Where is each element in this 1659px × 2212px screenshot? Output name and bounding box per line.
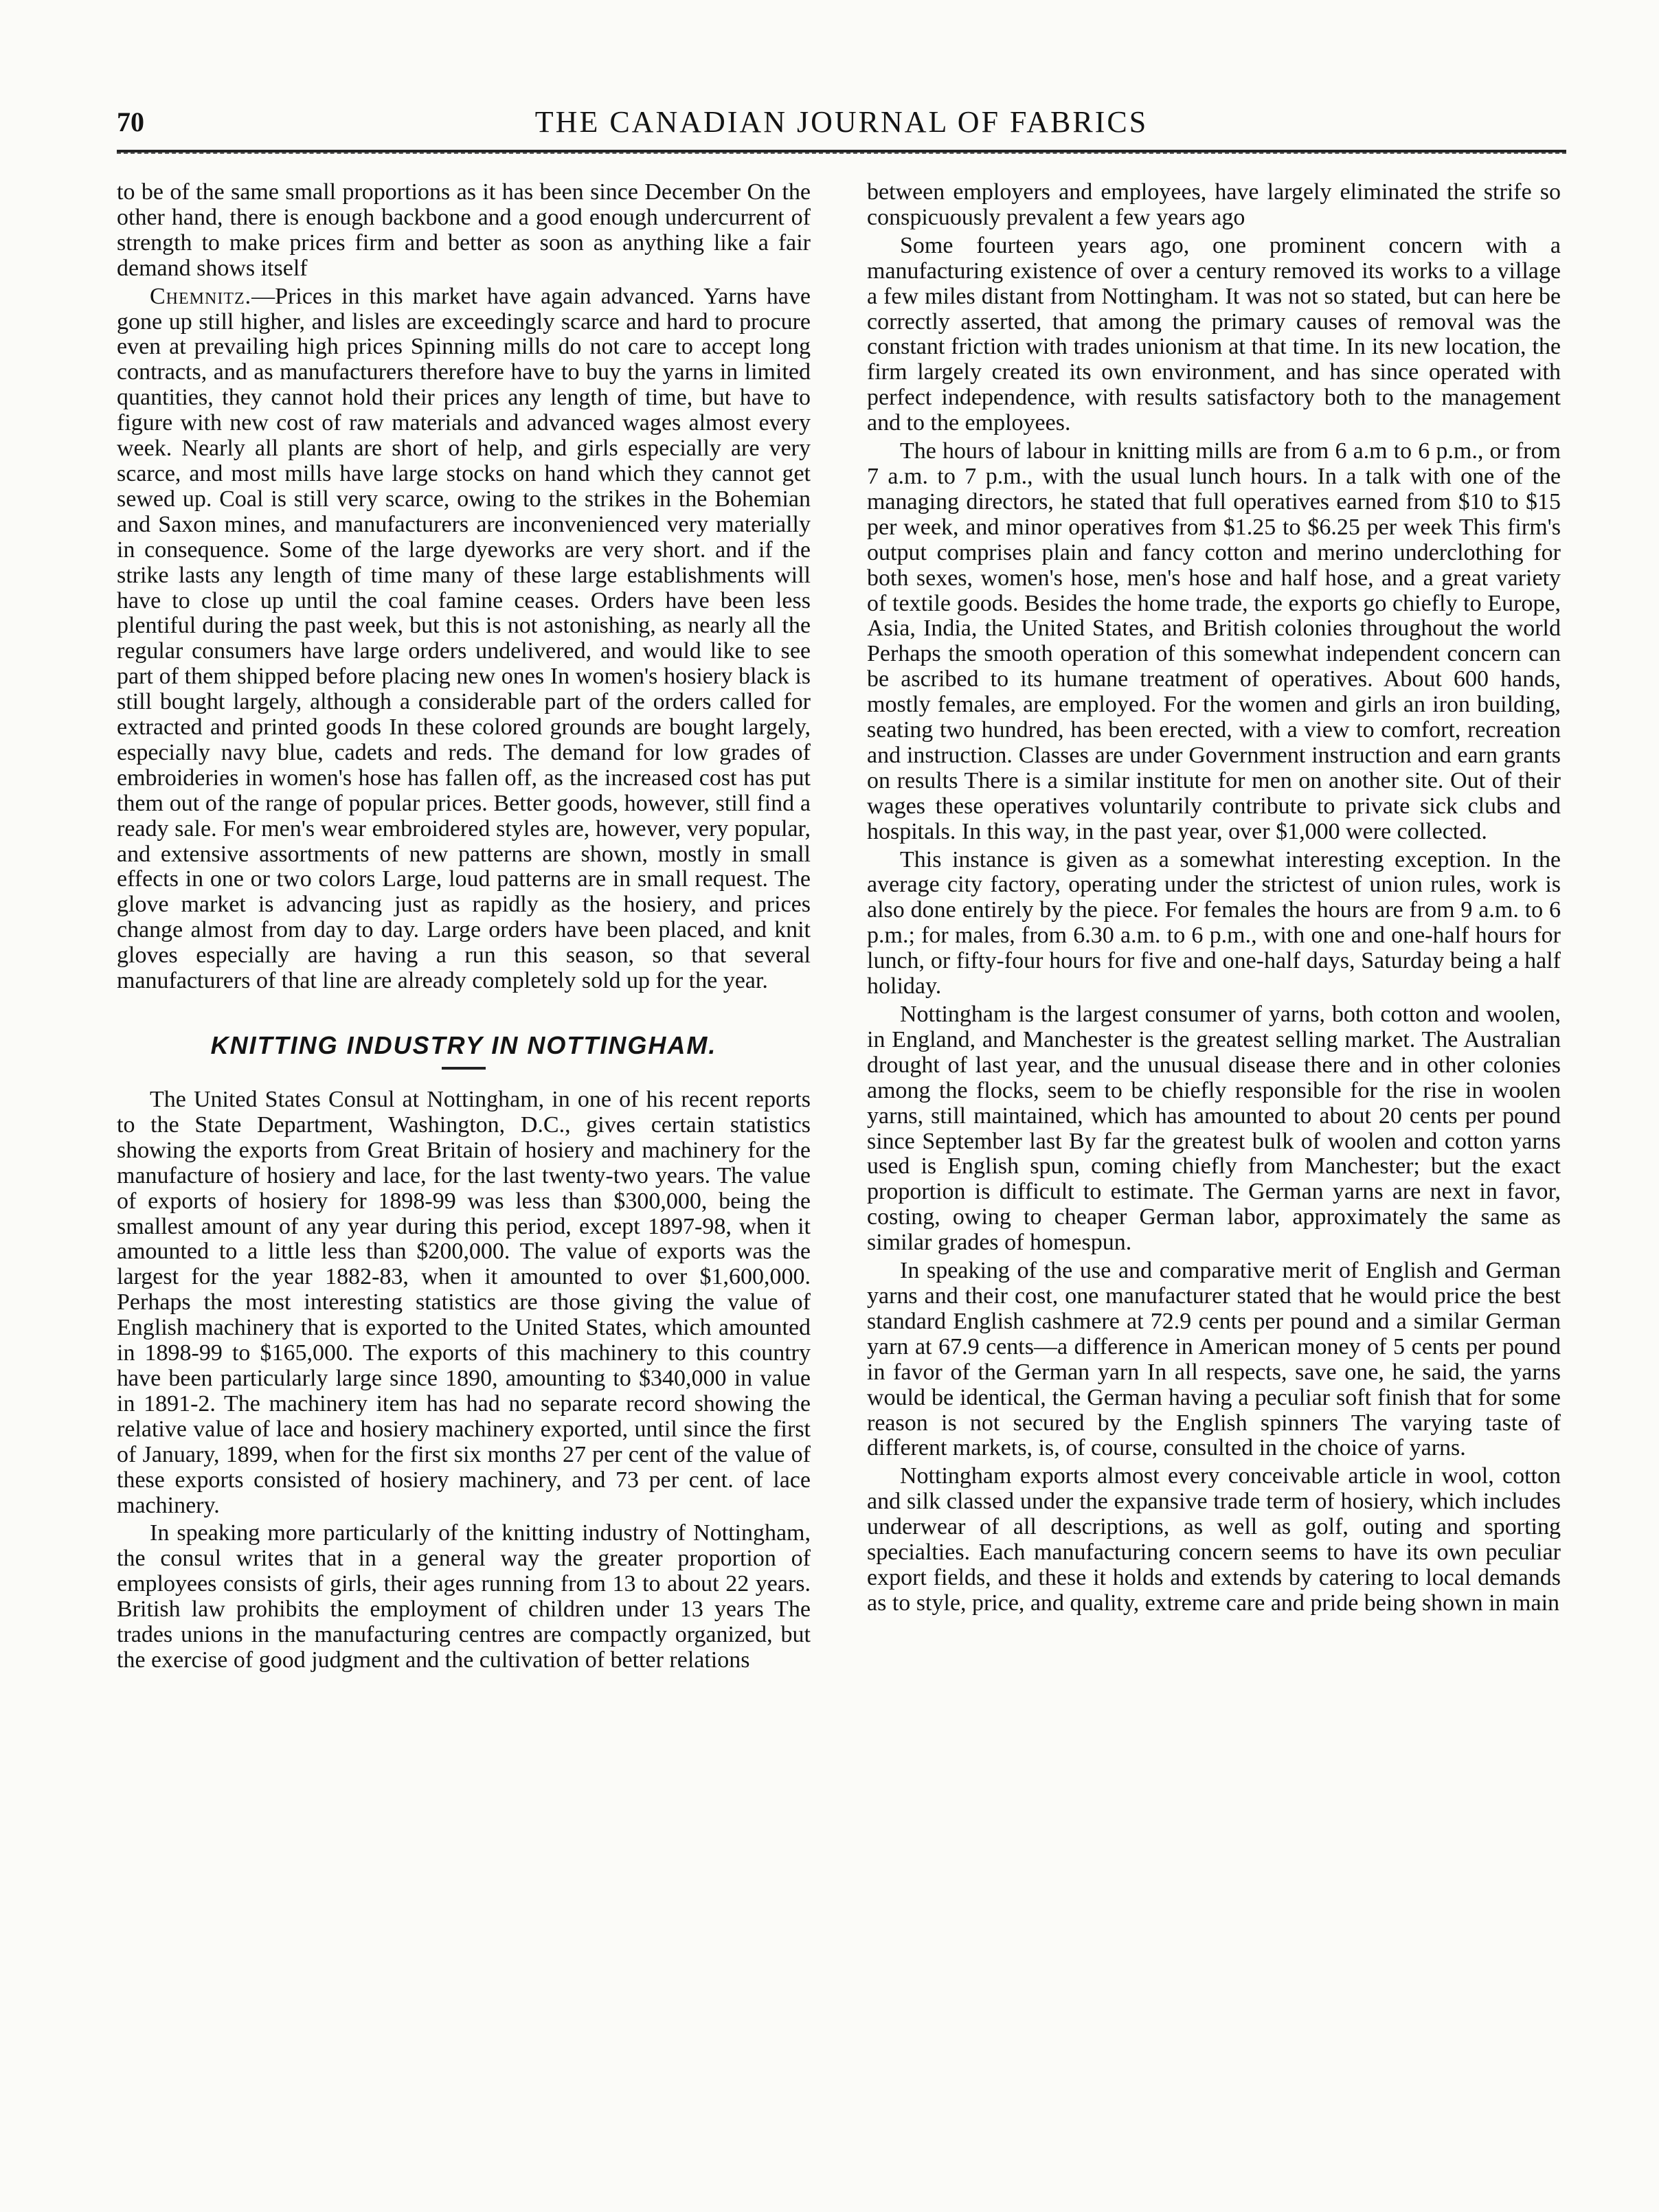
paragraph: to be of the same small proportions as it has been since December On the other hand, there is enough backbone and a good enough undercurrent of strength to make prices firm and better as soon as anything like a fair demand shows itself <box>117 179 811 281</box>
left-column <box>117 180 811 1676</box>
right-column <box>867 180 1561 1619</box>
paragraph: The hours of labour in knitting mills are from 6 a.m to 6 p.m., or from 7 a.m. to 7 p.m., with the usual lunch hours. In a talk with one of the managing directors, he stated that full operatives earned from $10 to $15 per week, and minor operatives from $1.25 to $6.25 per week This firm's output comprises plain and fancy cotton and merino underclothing for both sexes, women's hose, men's hose and half hose, and a great variety of textile goods. Besides the home trade, the exports go chiefly to Europe, Asia, India, the United States, and British colonies throughout the world Perhaps the smooth operation of this somewhat independent concern can be ascribed to its humane treatment of operatives. About 600 hands, mostly females, are employed. For the women and girls an iron building, seating two hundred, has been erected, with a view to comfort, recreation and instruction. Classes are under Government instruction and earn grants on results There is a similar institute for men on another site. Out of their wages these operatives voluntarily contribute to private sick clubs and hospitals. In this way, in the past year, over $1,000 were collected. <box>867 438 1561 844</box>
paragraph: In speaking of the use and comparative merit of English and German yarns and their cost, one manufacturer stated that he would price the best standard English cashmere at 72.9 cents per pound and a similar German yarn at 67.9 cents—a difference in American money of 5 cents per pound in favor of the German yarn In all respects, save one, he said, the yarns would be identical, the German having a peculiar soft finish that for some reason is not secured by the English spinners The varying taste of different markets, is, of course, consulted in the choice of yarns. <box>867 1258 1561 1461</box>
paragraph: Nottingham exports almost every conceivable article in wool, cotton and silk classed under the expansive trade term of hosiery, which includes underwear of all descriptions, as well as golf, outing and sporting specialties. Each manufacturing concern seems to have its own peculiar export fields, and these it holds and extends by catering to local demands as to style, price, and quality, extreme care and pride being shown in main <box>867 1463 1561 1616</box>
city-lead-in: Chemnitz. <box>150 283 252 309</box>
header-rule <box>117 150 1566 154</box>
journal-title: THE CANADIAN JOURNAL OF FABRICS <box>534 105 1149 139</box>
article-heading: KNITTING INDUSTRY IN NOTTINGHAM. <box>210 1031 717 1059</box>
paragraph-text: —Prices in this market have again advanced. Yarns have gone up still higher, and lisles are exceedingly scarce and hard to procure even at prevailing high prices Spinning mills do not care to accept long contracts, and as manufacturers therefore have to buy the yarns in limited quantities, they cannot hold their prices any length of time, but have to figure with new cost of raw materials and advanced wages almost every week. Nearly all plants are short of help, and girls especially are very scarce, and most mills have large stocks on hand which they cannot get sewed up. Coal is still very scarce, owing to the strikes in the Bohemian and Saxon mines, and manufacturers are inconvenienced very materially in consequence. Some of the large dyeworks are very short. and if the strike lasts any length of time many of these large establishments will have to close up until the coal famine ceases. Orders have been less plentiful during the past week, but this is not astonishing, as nearly all the regular consumers have large orders undelivered, and would like to see part of them shipped before placing new ones In women's hosiery black is still bought largely, although a considerable part of the orders called for extracted and printed goods In these colored grounds are bought largely, especially navy blue, cadets and reds. The demand for low grades of embroideries in women's hose has fallen off, as the increased cost has put them out of the range of popular prices. Better goods, however, still find a ready sale. For men's wear embroidered styles are, however, very popular, and extensive assortments of new patterns are shown, mostly in small effects in one or two colors Large, loud patterns are in small request. The glove market is advancing just as rapidly as the hosiery, and prices change almost from day to day. Large orders have been placed, and knit gloves especially are having a run this season, so that several manufacturers of that line are already completely sold up for the year. <box>117 283 811 994</box>
paragraph <box>117 284 811 994</box>
page-header <box>117 103 1566 151</box>
paragraph: Nottingham is the largest consumer of yarns, both cotton and woolen, in England, and Manchester is the greatest selling market. The Australian drought of last year, and the unusual disease there and in other colonies among the flocks, seem to be chiefly responsible for the rise in woolen yarns, still maintained, which has amounted to about 20 cents per pound since September last By far the greatest bulk of woolen and cotton yarns used is English spun, coming chiefly from Manchester; but the exact proportion is difficult to estimate. The German yarns are next in favor, costing, owing to cheaper German labor, approximately the same as similar grades of homespun. <box>867 1002 1561 1256</box>
paragraph: In speaking more particularly of the knitting industry of Nottingham, the consul writes that in a general way the greater proportion of employees consists of girls, their ages running from 13 to about 22 years. British law prohibits the employment of children under 13 years The trades unions in the manufacturing centres are compactly organized, but the exercise of good judgment and the cultivation of better relations <box>117 1520 811 1673</box>
page-number: 70 <box>117 106 144 137</box>
paragraph: The United States Consul at Nottingham, in one of his recent reports to the State Department, Washington, D.C., gives certain statistics showing the exports from Great Britain of hosiery and machinery for the manufacture of hosiery and lace, for the last twenty-two years. The value of exports of hosiery for 1898-99 was less than $300,000, being the smallest amount of any year during this period, except 1897-98, when it amounted to a little less than $200,000. The value of exports was the largest for the year 1882-83, when it amounted to over $1,600,000. Perhaps the most interesting statistics are those giving the value of English machinery that is exported to the United States, which amounted in 1898-99 to $165,000. The exports of this machinery to this country have been particularly large since 1890, amounting to $340,000 in value in 1891-2. The machinery item has had no separate record showing the relative value of lace and hosiery machinery exported, until since the first of January, 1899, when for the first six months 27 per cent of the value of these exports consisted of hosiery machinery, and 73 per cent. of lace machinery. <box>117 1087 811 1518</box>
paragraph: between employers and employees, have largely eliminated the strife so conspicuously prevalent a few years ago <box>867 179 1561 230</box>
paragraph: This instance is given as a somewhat interesting exception. In the average city factory, operating under the strictest of union rules, work is also done entirely by the piece. For females the hours are from 9 a.m. to 6 p.m.; for males, from 6.30 a.m. to 6 p.m., with one and one-half hours for lunch, or fifty-four hours for five and one-half days, Saturday being a half holiday. <box>867 846 1561 1000</box>
paragraph: Some fourteen years ago, one prominent concern with a manufacturing existence of over a century removed its works to a village a few miles distant from Nottingham. It was not so stated, but can here be correctly asserted, that among the primary causes of removal was the constant friction with trades unionism at that time. In its new location, the firm largely created its own environment, and has since operated with perfect independence, with results satisfactory both to the management and to the employees. <box>867 232 1561 436</box>
heading-rule <box>442 1067 486 1070</box>
